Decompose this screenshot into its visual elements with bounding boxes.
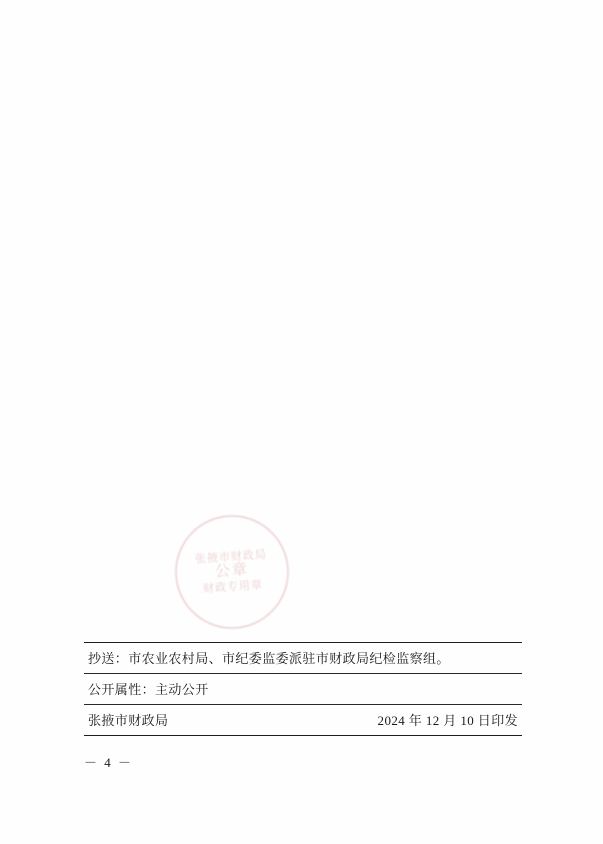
seal-center-text: 公章	[214, 562, 250, 581]
seal-bottom-text: 财政专用章	[202, 578, 264, 595]
footer-cc-text: 抄送：市农业农村局、市纪委监委派驻市财政局纪检监察组。	[88, 651, 450, 666]
footer-rule-bottom	[84, 735, 522, 736]
document-footer	[84, 642, 522, 736]
footer-row-issuer	[84, 705, 522, 735]
seal-top-text: 张掖市财政局	[194, 548, 268, 566]
page-number: － 4 －	[84, 755, 134, 770]
footer-disclosure-text: 公开属性：主动公开	[88, 682, 209, 697]
footer-issue-date: 2024 年 12 月 10 日印发	[377, 713, 518, 728]
footer-row-cc	[84, 643, 522, 673]
footer-issuer-name: 张掖市财政局	[88, 713, 169, 728]
footer-row-disclosure	[84, 674, 522, 704]
